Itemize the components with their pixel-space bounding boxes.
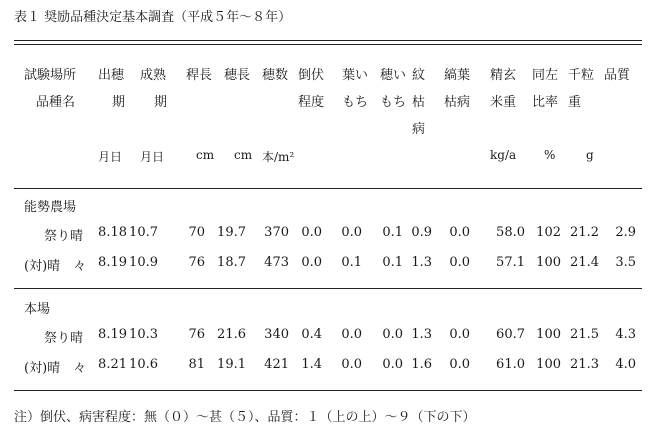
- data-cell: 0.1: [341, 255, 362, 270]
- section-rule: [14, 288, 642, 289]
- data-cell: 19.1: [217, 357, 246, 372]
- data-cell: 58.0: [496, 225, 525, 240]
- data-cell: 21.6: [217, 327, 246, 342]
- row-label: 祭り晴: [44, 229, 84, 244]
- unit-cell: kg/a: [490, 148, 517, 162]
- data-cell: 102: [536, 225, 561, 240]
- data-cell: 18.7: [217, 255, 246, 270]
- row-label: 祭り晴: [44, 331, 84, 346]
- unit-cell: cm: [196, 148, 215, 162]
- data-cell: 100: [536, 327, 561, 342]
- data-cell: 8.18: [98, 225, 127, 240]
- header-cell: 品質: [604, 68, 631, 83]
- top-rule: [14, 40, 642, 41]
- unit-cell: %: [544, 148, 556, 162]
- header-cell: 成熟: [140, 68, 167, 83]
- footnote: 注）倒伏、病害程度：無（０）〜甚（５）、品質：１（上の上）〜９（下の下）: [14, 410, 476, 425]
- data-cell: 10.6: [129, 357, 158, 372]
- data-cell: 19.7: [217, 225, 246, 240]
- row-label: (対)晴 々: [24, 259, 87, 274]
- unit-cell: 月日: [98, 150, 123, 164]
- header-cell: 精玄: [490, 68, 517, 83]
- header-cell-location: 品種名: [36, 95, 76, 110]
- header-cell: 出穂: [98, 68, 125, 83]
- header-cell: 穂い: [380, 68, 407, 83]
- header-cell: 枯: [412, 95, 426, 110]
- data-cell: 4.3: [615, 327, 636, 342]
- data-cell: 100: [536, 255, 561, 270]
- data-cell: 10.9: [129, 255, 158, 270]
- header-cell: 倒伏: [298, 68, 325, 83]
- header-cell: 枯病: [444, 95, 471, 110]
- data-cell: 2.9: [615, 225, 636, 240]
- header-cell: 稈長: [186, 68, 213, 83]
- header-cell: 穂長: [224, 68, 251, 83]
- header-cell: 紋: [412, 68, 426, 83]
- header-cell: 縞葉: [444, 68, 471, 83]
- data-cell: 1.3: [411, 255, 432, 270]
- header-cell: 程度: [298, 95, 325, 110]
- data-cell: 0.0: [382, 357, 403, 372]
- data-cell: 0.0: [449, 327, 470, 342]
- data-cell: 3.5: [615, 255, 636, 270]
- data-cell: 57.1: [496, 255, 525, 270]
- header-cell: 重: [568, 95, 582, 110]
- data-cell: 1.3: [411, 327, 432, 342]
- bottom-rule: [14, 390, 642, 391]
- header-cell: もち: [380, 95, 407, 110]
- data-cell: 8.19: [98, 327, 127, 342]
- data-cell: 10.3: [129, 327, 158, 342]
- data-cell: 21.5: [570, 327, 599, 342]
- header-cell: 期: [112, 95, 126, 110]
- data-cell: 0.0: [449, 357, 470, 372]
- data-cell: 1.6: [411, 357, 432, 372]
- data-cell: 0.0: [341, 225, 362, 240]
- data-cell: 81: [188, 357, 205, 372]
- data-cell: 21.2: [570, 225, 599, 240]
- data-cell: 0.1: [382, 225, 403, 240]
- row-label: (対)晴 々: [24, 361, 87, 376]
- data-cell: 0.0: [382, 327, 403, 342]
- header-cell: 穂数: [262, 68, 289, 83]
- header-cell: 期: [154, 95, 168, 110]
- header-cell-location: 試験場所: [24, 68, 77, 83]
- unit-cell: g: [586, 148, 594, 162]
- data-cell: 0.4: [301, 327, 322, 342]
- top-rule-inner: [14, 44, 642, 45]
- data-cell: 0.9: [411, 225, 432, 240]
- header-cell: 同左: [532, 68, 559, 83]
- data-cell: 421: [264, 357, 289, 372]
- data-cell: 61.0: [496, 357, 525, 372]
- unit-cell: 月日: [140, 150, 165, 164]
- section-name: 能勢農場: [24, 200, 77, 215]
- unit-cell: 本/m²: [262, 150, 295, 164]
- data-cell: 21.4: [570, 255, 599, 270]
- data-cell: 8.19: [98, 255, 127, 270]
- data-cell: 0.1: [382, 255, 403, 270]
- data-cell: 1.4: [301, 357, 322, 372]
- data-cell: 0.0: [301, 225, 322, 240]
- data-cell: 0.0: [449, 225, 470, 240]
- data-cell: 473: [264, 255, 289, 270]
- data-cell: 0.0: [301, 255, 322, 270]
- header-cell: 葉い: [342, 68, 369, 83]
- header-cell: 比率: [532, 95, 559, 110]
- data-cell: 0.0: [341, 357, 362, 372]
- data-cell: 76: [188, 327, 205, 342]
- data-cell: 76: [188, 255, 205, 270]
- table-title: 表１ 奨励品種決定基本調査（平成５年〜８年）: [14, 10, 292, 25]
- header-cell: もち: [342, 95, 369, 110]
- data-cell: 4.0: [615, 357, 636, 372]
- header-cell: 千粒: [568, 68, 595, 83]
- data-cell: 60.7: [496, 327, 525, 342]
- data-cell: 370: [264, 225, 289, 240]
- header-rule: [14, 188, 642, 189]
- data-cell: 10.7: [129, 225, 158, 240]
- data-cell: 21.3: [570, 357, 599, 372]
- header-cell: 米重: [490, 95, 517, 110]
- data-cell: 8.21: [98, 357, 127, 372]
- data-cell: 340: [264, 327, 289, 342]
- section-name: 本場: [24, 302, 51, 317]
- data-cell: 0.0: [341, 327, 362, 342]
- data-cell: 70: [188, 225, 205, 240]
- data-cell: 100: [536, 357, 561, 372]
- data-cell: 0.0: [449, 255, 470, 270]
- header-cell: 病: [412, 122, 426, 137]
- unit-cell: cm: [234, 148, 253, 162]
